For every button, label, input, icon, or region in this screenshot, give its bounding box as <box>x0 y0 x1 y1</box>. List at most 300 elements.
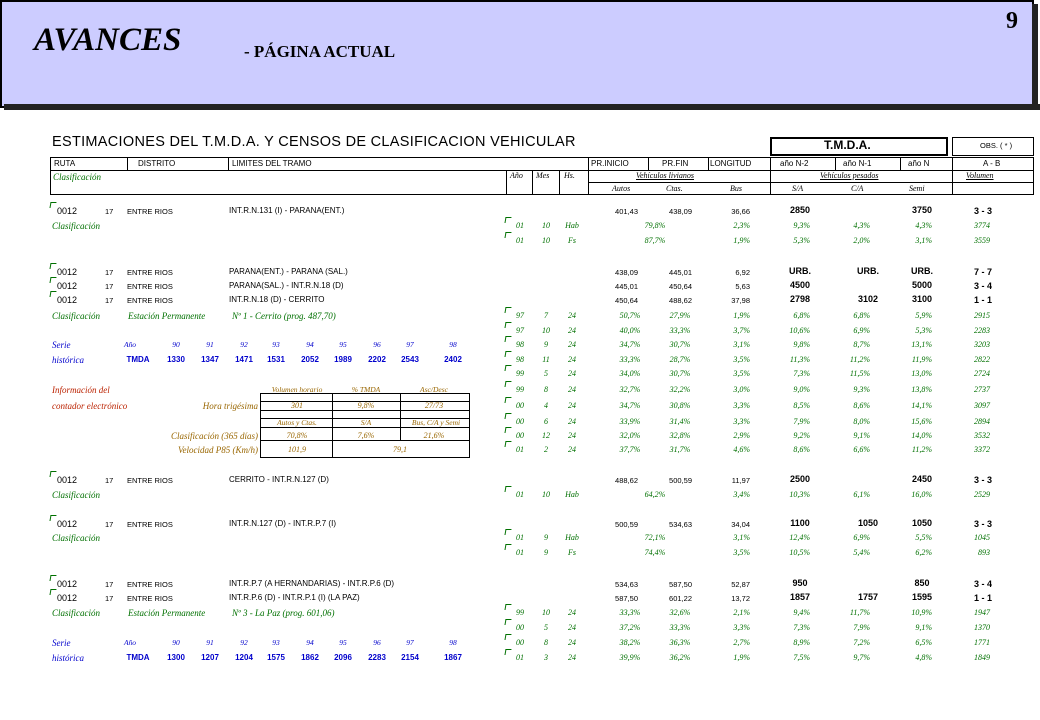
tramo-tmda-n2: 2850 <box>789 205 811 215</box>
cell-comment-marker <box>49 202 56 208</box>
row-ca: 2,0% <box>853 236 870 245</box>
row-autos: 50,7% <box>619 311 641 320</box>
serie-tmda: 1471 <box>235 355 253 364</box>
serie-year: 90 <box>172 638 180 647</box>
row-ca: 9,1% <box>853 431 870 440</box>
row-hs: 24 <box>568 311 576 320</box>
tramo-limites: CERRITO - INT.R.N.127 (D) <box>229 475 329 484</box>
row-anio: 00 <box>516 431 524 440</box>
section-clasificacion-label: Clasificación <box>52 490 100 500</box>
tramo-tmda-n2: 4500 <box>789 280 811 290</box>
cell-comment-marker <box>49 515 56 521</box>
row-hs: Fs <box>568 548 576 557</box>
row-ctas: 36,3% <box>669 638 691 647</box>
tramo-limites: INT.R.N.18 (D) - CERRITO <box>229 295 325 304</box>
cell-comment-marker <box>49 291 56 297</box>
tramo-longitud: 13,72 <box>731 594 750 603</box>
tramo-limites: INT.R.N.127 (D) - INT.R.P.7 (I) <box>229 519 336 528</box>
row-hs: 24 <box>568 369 576 378</box>
contador-h-pct: % TMDA <box>351 385 381 394</box>
row-anio: 00 <box>516 417 524 426</box>
row-ca: 9,3% <box>853 385 870 394</box>
col-pesados: Vehículos pesados <box>820 171 879 180</box>
contador-clas-label: Clasificación (365 días) <box>171 431 258 441</box>
divider <box>260 410 470 411</box>
tramo-tmda-n: 1050 <box>911 518 933 528</box>
page-subtitle: - PÁGINA ACTUAL <box>244 42 396 61</box>
row-autos: 37,2% <box>619 623 641 632</box>
tramo-tmda-n1: 1757 <box>857 592 879 602</box>
row-hs: 24 <box>568 623 576 632</box>
tramo-limites: INT.R.P.7 (A HERNANDARIAS) - INT.R.P.6 (D) <box>229 579 395 588</box>
row-autos: 33,3% <box>619 355 641 364</box>
contador-clas-bus: 21,6% <box>423 431 445 440</box>
divider <box>770 157 771 171</box>
col-longitud: LONGITUD <box>710 159 752 168</box>
tramo-tmda-n: 1595 <box>911 592 933 602</box>
contador-h-asc: Asc/Desc <box>420 385 448 394</box>
divider <box>648 157 649 171</box>
row-sa: 10,5% <box>789 548 810 557</box>
row-hs: 24 <box>568 385 576 394</box>
divider <box>708 157 709 171</box>
col-ruta: RUTA <box>54 159 76 168</box>
col-semi: Semi <box>909 184 925 193</box>
contador-hora-label: Hora trigésima <box>202 401 258 411</box>
row-semi: 13,0% <box>911 369 932 378</box>
divider <box>900 157 901 171</box>
col-distrito: DISTRITO <box>138 159 176 168</box>
contador-vel-1: 101,9 <box>288 445 306 454</box>
row-sa: 12,4% <box>789 533 810 542</box>
tramo-limites: INT.R.P.6 (D) - INT.R.P.1 (I) (LA PAZ) <box>229 593 360 602</box>
row-sa: 8,5% <box>793 401 810 410</box>
row-bus: 1,9% <box>733 311 750 320</box>
divider <box>260 440 470 441</box>
row-ca: 11,2% <box>849 355 870 364</box>
tramo-longitud: 37,98 <box>731 296 750 305</box>
cell-comment-marker <box>49 589 56 595</box>
tramo-ruta: 0012 <box>57 206 78 216</box>
serie-tmda: 2096 <box>334 653 352 662</box>
row-ca: 11,7% <box>849 608 870 617</box>
serie-tmda: 1989 <box>334 355 352 364</box>
tramo-distrito-num: 17 <box>105 207 114 216</box>
serie-year: 96 <box>373 638 381 647</box>
tramo-tmda-n: 3100 <box>911 294 933 304</box>
row-ca: 6,1% <box>853 490 870 499</box>
serie-year: 98 <box>449 638 457 647</box>
serie-tmda: 2154 <box>401 653 419 662</box>
tramo-longitud: 6,92 <box>735 268 750 277</box>
section-clasificacion-label: Clasificación <box>52 608 100 618</box>
row-autos: 34,0% <box>619 369 641 378</box>
tramo-tmda-n1: 1050 <box>857 518 879 528</box>
row-hs: 24 <box>568 608 576 617</box>
row-ctas: 31,4% <box>669 417 691 426</box>
col-volumen: Volumen <box>966 171 994 180</box>
col-autos: Autos <box>612 184 631 193</box>
row-anio: 98 <box>516 340 524 349</box>
row-hs: Hab <box>565 490 579 499</box>
tramo-tmda-n: 5000 <box>911 280 933 290</box>
serie-tmda: 2052 <box>301 355 319 364</box>
tramo-pr-fin: 488,62 <box>669 296 692 305</box>
section-clasificacion-label: Clasificación <box>52 221 100 231</box>
tramo-pr-inicio: 534,63 <box>615 580 638 589</box>
info-label-1: Información del <box>52 385 110 395</box>
row-hs: 24 <box>568 355 576 364</box>
row-anio: 00 <box>516 623 524 632</box>
divider <box>506 170 507 195</box>
historica-label: histórica <box>52 653 85 663</box>
serie-year: 91 <box>206 638 214 647</box>
serie-year: 92 <box>240 340 248 349</box>
serie-tmda: 1575 <box>267 653 285 662</box>
tmda-label: T.M.D.A. <box>824 138 871 152</box>
row-semi: 15,6% <box>911 417 932 426</box>
tramo-pr-fin: 601,22 <box>669 594 692 603</box>
row-sa: 11,3% <box>789 355 810 364</box>
tramo-distrito: ENTRE RIOS <box>127 207 173 216</box>
row-semi: 5,5% <box>915 533 932 542</box>
tramo-ab: 3 - 3 <box>973 475 992 485</box>
row-volumen: 1849 <box>974 653 990 662</box>
col-limites: LIMITES DEL TRAMO <box>232 159 312 168</box>
tramo-distrito-num: 17 <box>105 268 114 277</box>
tramo-distrito: ENTRE RIOS <box>127 268 173 277</box>
divider <box>532 170 533 195</box>
row-mes: 7 <box>544 311 548 320</box>
col-mes: Mes <box>536 171 550 180</box>
estacion-num: Nº 3 - La Paz (prog. 601,06) <box>232 608 335 618</box>
tramo-pr-fin: 534,63 <box>669 520 692 529</box>
row-semi: 10,9% <box>911 608 932 617</box>
info-label-2: contador electrónico <box>52 401 128 411</box>
tramo-pr-inicio: 401,43 <box>615 207 638 216</box>
col-n1: año N-1 <box>843 159 872 168</box>
serie-year: 94 <box>306 638 314 647</box>
row-anio: 01 <box>516 490 524 499</box>
row-mes: 10 <box>542 608 550 617</box>
row-volumen: 3532 <box>974 431 990 440</box>
row-ctas: 27,9% <box>669 311 691 320</box>
tramo-pr-inicio: 445,01 <box>615 282 638 291</box>
tramo-tmda-n: URB. <box>911 266 933 276</box>
row-sa: 10,3% <box>789 490 810 499</box>
tramo-ab: 3 - 4 <box>973 281 992 291</box>
row-semi: 5,3% <box>915 326 932 335</box>
page-number: 9 <box>1006 8 1018 34</box>
row-sa: 7,3% <box>793 623 810 632</box>
tramo-distrito: ENTRE RIOS <box>127 580 173 589</box>
header-row-1 <box>50 157 1034 171</box>
cell-comment-marker <box>49 277 56 283</box>
row-sa: 6,8% <box>793 311 810 320</box>
row-mes: 6 <box>544 417 548 426</box>
row-autos: 37,7% <box>619 445 641 454</box>
contador-hora-vol: 301 <box>291 401 303 410</box>
tramo-pr-fin: 438,09 <box>669 207 692 216</box>
row-autos: 79,8% <box>644 221 666 230</box>
row-anio: 00 <box>516 401 524 410</box>
section-clasificacion-label: Clasificación <box>52 533 100 543</box>
serie-tmda: 2202 <box>368 355 386 364</box>
tramo-longitud: 11,97 <box>731 476 750 485</box>
tramo-ab: 1 - 1 <box>973 295 992 305</box>
row-autos: 74,4% <box>644 548 666 557</box>
row-sa: 8,9% <box>793 638 810 647</box>
row-ctas: 30,8% <box>669 401 691 410</box>
contador-h2-sa: S/A <box>360 418 372 427</box>
col-clasificacion: Clasificación <box>53 172 101 182</box>
tramo-tmda-n2: 1857 <box>789 592 811 602</box>
col-hs: Hs. <box>564 171 575 180</box>
row-bus: 3,1% <box>733 340 750 349</box>
serie-tmda: TMDA <box>126 653 150 662</box>
tramo-tmda-n2: 2798 <box>789 294 811 304</box>
row-ca: 9,7% <box>853 653 870 662</box>
col-ab: A - B <box>983 159 1001 168</box>
row-autos: 32,7% <box>619 385 641 394</box>
historica-label: histórica <box>52 355 85 365</box>
serie-tmda: 2402 <box>444 355 462 364</box>
serie-year: 95 <box>339 340 347 349</box>
row-anio: 01 <box>516 445 524 454</box>
row-mes: 11 <box>542 355 550 364</box>
row-semi: 4,8% <box>915 653 932 662</box>
tramo-pr-fin: 587,50 <box>669 580 692 589</box>
serie-tmda: 1207 <box>201 653 219 662</box>
serie-year: Año <box>123 340 137 349</box>
row-volumen: 3774 <box>974 221 990 230</box>
obs-label: OBS. ( * ) <box>980 141 1013 150</box>
tramo-ruta: 0012 <box>57 475 78 485</box>
row-sa: 9,2% <box>793 431 810 440</box>
divider <box>952 182 1034 183</box>
serie-tmda: 1347 <box>201 355 219 364</box>
serie-year: 95 <box>339 638 347 647</box>
contador-vel-2: 79,1 <box>393 445 407 454</box>
tramo-limites: INT.R.N.131 (I) - PARANA(ENT.) <box>229 206 345 215</box>
row-volumen: 2529 <box>974 490 990 499</box>
row-sa: 10,6% <box>789 326 810 335</box>
col-livianos: Vehículos livianos <box>636 171 694 180</box>
row-ctas: 32,8% <box>669 431 691 440</box>
tramo-pr-inicio: 500,59 <box>615 520 638 529</box>
col-ca: C/A <box>851 184 864 193</box>
contador-hora-pct: 9,8% <box>357 401 375 410</box>
row-volumen: 1771 <box>974 638 990 647</box>
row-semi: 11,9% <box>911 355 932 364</box>
row-ctas: 32,2% <box>669 385 691 394</box>
col-sa: S/A <box>792 184 804 193</box>
divider <box>952 157 953 171</box>
row-volumen: 3203 <box>974 340 990 349</box>
estacion-label: Estación Permanente <box>128 311 206 321</box>
row-mes: 2 <box>544 445 548 454</box>
tramo-distrito: ENTRE RIOS <box>127 282 173 291</box>
row-semi: 4,3% <box>915 221 932 230</box>
serie-label: Serie <box>52 638 71 648</box>
tramo-pr-inicio: 438,09 <box>615 268 638 277</box>
divider <box>228 157 229 171</box>
row-semi: 3,1% <box>915 236 932 245</box>
tramo-distrito-num: 17 <box>105 476 114 485</box>
row-ca: 8,6% <box>853 401 870 410</box>
tramo-ruta: 0012 <box>57 267 78 277</box>
tramo-ruta: 0012 <box>57 295 78 305</box>
tramo-ab: 7 - 7 <box>973 267 992 277</box>
table-title: ESTIMACIONES DEL T.M.D.A. Y CENSOS DE CLASIFICACION VEHICULAR <box>52 134 576 150</box>
tramo-tmda-n2: 1100 <box>790 518 810 528</box>
tramo-tmda-n: 3750 <box>911 205 933 215</box>
row-bus: 3,3% <box>733 417 750 426</box>
row-ctas: 32,6% <box>669 608 691 617</box>
divider <box>127 157 128 171</box>
row-ctas: 33,3% <box>669 623 691 632</box>
row-hs: Hab <box>565 533 579 542</box>
divider <box>835 157 836 171</box>
row-ca: 8,0% <box>853 417 870 426</box>
row-mes: 5 <box>544 369 548 378</box>
row-ctas: 30,7% <box>669 369 691 378</box>
row-sa: 7,3% <box>793 369 810 378</box>
row-hs: 24 <box>568 340 576 349</box>
row-mes: 10 <box>542 221 550 230</box>
row-sa: 8,6% <box>793 445 810 454</box>
cell-comment-marker <box>49 263 56 269</box>
divider <box>332 393 333 458</box>
estacion-label: Estación Permanente <box>128 608 206 618</box>
tramo-pr-fin: 500,59 <box>669 476 692 485</box>
tramo-distrito: ENTRE RIOS <box>127 476 173 485</box>
tramo-distrito-num: 17 <box>105 594 114 603</box>
tramo-tmda-n2: URB. <box>789 266 811 276</box>
row-volumen: 2894 <box>974 417 990 426</box>
row-hs: 24 <box>568 417 576 426</box>
row-semi: 6,2% <box>915 548 932 557</box>
tramo-longitud: 52,87 <box>731 580 750 589</box>
row-autos: 39,9% <box>619 653 641 662</box>
row-bus: 2,1% <box>733 608 750 617</box>
tramo-pr-inicio: 587,50 <box>615 594 638 603</box>
row-mes: 4 <box>544 401 548 410</box>
row-volumen: 2822 <box>974 355 990 364</box>
tramo-distrito-num: 17 <box>105 520 114 529</box>
row-ca: 6,9% <box>853 326 870 335</box>
row-ca: 6,6% <box>853 445 870 454</box>
contador-h-vol: Volumen horario <box>271 385 323 394</box>
row-bus: 3,4% <box>733 490 750 499</box>
row-bus: 3,1% <box>733 533 750 542</box>
row-anio: 00 <box>516 638 524 647</box>
tramo-tmda-n2: 2500 <box>789 474 811 484</box>
row-sa: 9,0% <box>793 385 810 394</box>
row-anio: 01 <box>516 548 524 557</box>
tramo-distrito: ENTRE RIOS <box>127 296 173 305</box>
contador-h2-bus: Bus, C/A y Semi <box>411 418 461 427</box>
row-ca: 4,3% <box>853 221 870 230</box>
col-anio: Año <box>510 171 523 180</box>
row-ctas: 30,7% <box>669 340 691 349</box>
tramo-pr-inicio: 488,62 <box>615 476 638 485</box>
row-bus: 3,5% <box>733 369 750 378</box>
row-semi: 13,8% <box>911 385 932 394</box>
serie-year: Año <box>123 638 137 647</box>
serie-year: 96 <box>373 340 381 349</box>
row-bus: 3,3% <box>733 623 750 632</box>
serie-tmda: 1204 <box>235 653 253 662</box>
page-title: AVANCES <box>34 22 182 58</box>
row-anio: 01 <box>516 221 524 230</box>
divider <box>559 170 560 195</box>
row-ca: 7,9% <box>853 623 870 632</box>
serie-tmda: 1862 <box>301 653 319 662</box>
col-ctas: Ctas. <box>666 184 683 193</box>
tramo-pr-fin: 445,01 <box>669 268 692 277</box>
row-hs: Fs <box>568 236 576 245</box>
row-semi: 16,0% <box>911 490 932 499</box>
row-autos: 72,1% <box>644 533 666 542</box>
row-bus: 3,5% <box>733 548 750 557</box>
row-mes: 10 <box>542 236 550 245</box>
row-volumen: 3372 <box>974 445 990 454</box>
row-ctas: 31,7% <box>669 445 691 454</box>
row-autos: 33,3% <box>619 608 641 617</box>
row-anio: 97 <box>516 326 524 335</box>
row-autos: 38,2% <box>619 638 641 647</box>
row-ca: 6,8% <box>853 311 870 320</box>
tramo-tmda-n1: 3102 <box>857 294 879 304</box>
row-hs: 24 <box>568 445 576 454</box>
row-volumen: 3097 <box>974 401 990 410</box>
serie-year: 97 <box>406 340 414 349</box>
row-bus: 3,5% <box>733 355 750 364</box>
row-hs: 24 <box>568 401 576 410</box>
cell-comment-marker <box>49 471 56 477</box>
estacion-num: Nº 1 - Cerrito (prog. 487,70) <box>232 311 336 321</box>
row-semi: 13,1% <box>911 340 932 349</box>
row-semi: 6,5% <box>915 638 932 647</box>
row-volumen: 1947 <box>974 608 990 617</box>
cell-comment-marker <box>49 575 56 581</box>
row-mes: 10 <box>542 490 550 499</box>
serie-year: 91 <box>206 340 214 349</box>
serie-year: 93 <box>272 340 280 349</box>
col-n: año N <box>908 159 930 168</box>
row-ctas: 28,7% <box>669 355 691 364</box>
row-ca: 8,7% <box>853 340 870 349</box>
tramo-distrito-num: 17 <box>105 296 114 305</box>
row-volumen: 3559 <box>974 236 990 245</box>
row-bus: 2,3% <box>733 221 750 230</box>
row-sa: 5,3% <box>793 236 810 245</box>
row-sa: 7,5% <box>793 653 810 662</box>
row-autos: 34,7% <box>619 340 641 349</box>
tramo-distrito-num: 17 <box>105 282 114 291</box>
row-autos: 40,0% <box>619 326 641 335</box>
row-anio: 01 <box>516 653 524 662</box>
row-mes: 8 <box>544 638 548 647</box>
divider <box>400 393 401 440</box>
row-mes: 8 <box>544 385 548 394</box>
serie-tmda: 1330 <box>167 355 185 364</box>
serie-tmda: 2283 <box>368 653 386 662</box>
row-mes: 12 <box>542 431 550 440</box>
tramo-ab: 3 - 4 <box>973 579 992 589</box>
row-volumen: 1045 <box>974 533 990 542</box>
